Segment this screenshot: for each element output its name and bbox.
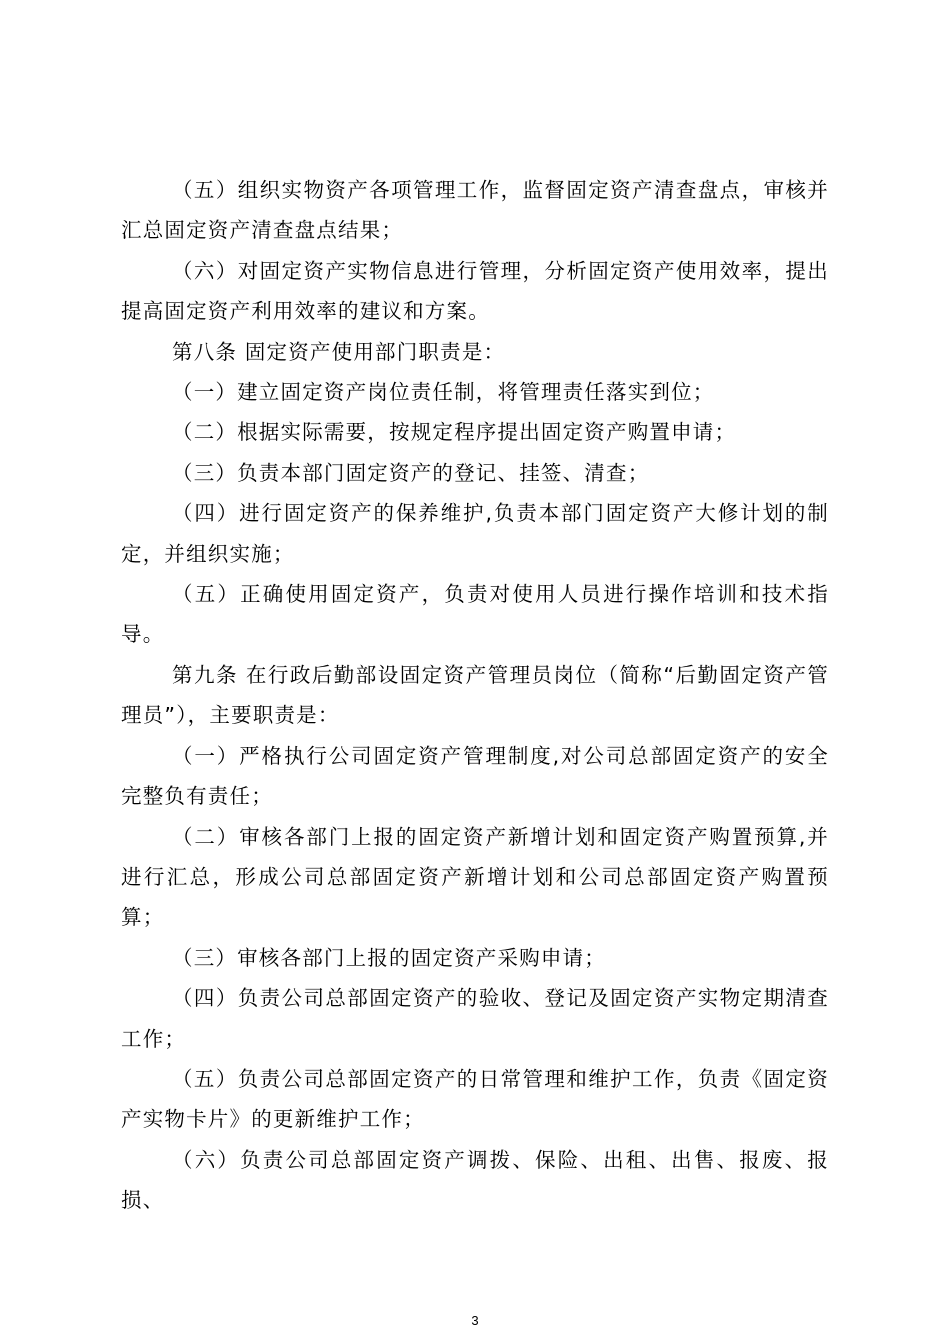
paragraph: （六）负责公司总部固定资产调拨、保险、出租、出售、报废、报损、 xyxy=(121,1147,829,1213)
paragraph: （五）正确使用固定资产，负责对使用人员进行操作培训和技术指导。 xyxy=(121,582,829,647)
article-heading: 第八条 固定资产使用部门职责是： xyxy=(172,339,506,364)
paragraph: （三）审核各部门上报的固定资产采购申请； xyxy=(172,945,606,970)
paragraph: （四）负责公司总部固定资产的验收、登记及固定资产实物定期清查工作； xyxy=(121,986,829,1051)
paragraph: （二）根据实际需要，按规定程序提出固定资产购置申请； xyxy=(172,420,737,445)
paragraph: （一）严格执行公司固定资产管理制度,对公司总部固定资产的安全完整负有责任； xyxy=(121,743,829,809)
body-text xyxy=(121,170,829,1221)
paragraph: （五）组织实物资产各项管理工作，监督固定资产清查盘点，审核并汇总固定资产清查盘点结果； xyxy=(121,178,829,243)
paragraph: （一）建立固定资产岗位责任制，将管理责任落实到位； xyxy=(172,380,715,405)
page-number: 3 xyxy=(471,1313,479,1328)
paragraph: （六）对固定资产实物信息进行管理，分析固定资产使用效率，提出提高固定资产利用效率的建议和方案。 xyxy=(121,258,829,324)
paragraph: （三）负责本部门固定资产的登记、挂签、清查； xyxy=(172,460,650,485)
article-heading: 第九条 在行政后勤部设固定资产管理员岗位（简称“后勤固定资产管理员”），主要职责是： xyxy=(121,662,829,728)
paragraph: （二）审核各部门上报的固定资产新增计划和固定资产购置预算,并进行汇总，形成公司总部固定资产新增计划和公司总部固定资产购置预算； xyxy=(121,824,829,930)
paragraph: （四）进行固定资产的保养维护,负责本部门固定资产大修计划的制定，并组织实施； xyxy=(121,501,829,566)
paragraph: （五）负责公司总部固定资产的日常管理和维护工作，负责《固定资产实物卡片》的更新维护工作； xyxy=(121,1066,829,1132)
